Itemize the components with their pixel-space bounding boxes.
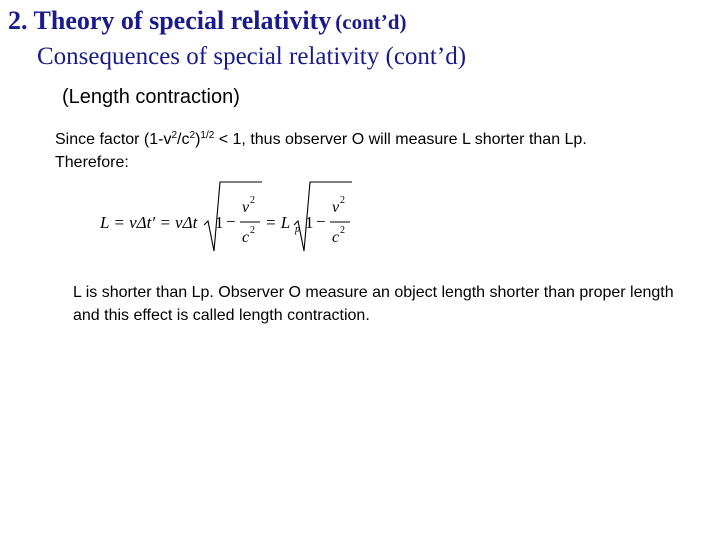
paragraph-conclusion: L is shorter than Lp. Observer O measure an object length shorter than proper length and this effect is called length contraction. [73, 284, 674, 324]
numerator-v-1: v [242, 199, 250, 216]
denominator-exp-2: 2 [340, 225, 345, 236]
paragraph-factor-line1 [55, 124, 705, 151]
factor-sup-1: 2 [171, 130, 178, 141]
one-2: 1 [305, 213, 314, 232]
denominator-c-2: c [332, 229, 340, 246]
minus-1: − [226, 212, 236, 231]
factor-text-4: < 1, thus observer O will measure L shorter than Lp. [214, 131, 587, 148]
section-heading: (Length contraction) [62, 86, 240, 108]
lp-subscript: p [295, 224, 300, 235]
numerator-exp-2: 2 [340, 195, 345, 206]
slide-title-main: 2. Theory of special relativity [8, 6, 332, 35]
one-1: 1 [215, 213, 224, 232]
paragraph-therefore: Therefore: [55, 154, 129, 171]
denominator-c-1: c [242, 229, 250, 246]
numerator-exp-1: 2 [250, 195, 255, 206]
slide-subtitle: Consequences of special relativity (cont’d) [37, 43, 467, 70]
factor-text-2: /c [177, 131, 190, 148]
numerator-v-2: v [332, 199, 340, 216]
factor-text-3: ) [195, 131, 201, 148]
paragraph-factor [55, 124, 705, 174]
equation-lhs: L = vΔt′ = vΔt [100, 213, 198, 232]
equals-lp: = L [265, 213, 291, 232]
denominator-exp-1: 2 [250, 225, 255, 236]
slide-title [8, 6, 406, 36]
factor-sup-3: 1/2 [200, 130, 215, 141]
factor-text-1: Since factor (1-v [55, 131, 172, 148]
length-contraction-equation [100, 180, 360, 260]
equation-svg [100, 180, 360, 260]
minus-2: − [316, 212, 326, 231]
factor-sup-2: 2 [189, 130, 196, 141]
slide-title-suffix: (cont’d) [335, 10, 407, 34]
